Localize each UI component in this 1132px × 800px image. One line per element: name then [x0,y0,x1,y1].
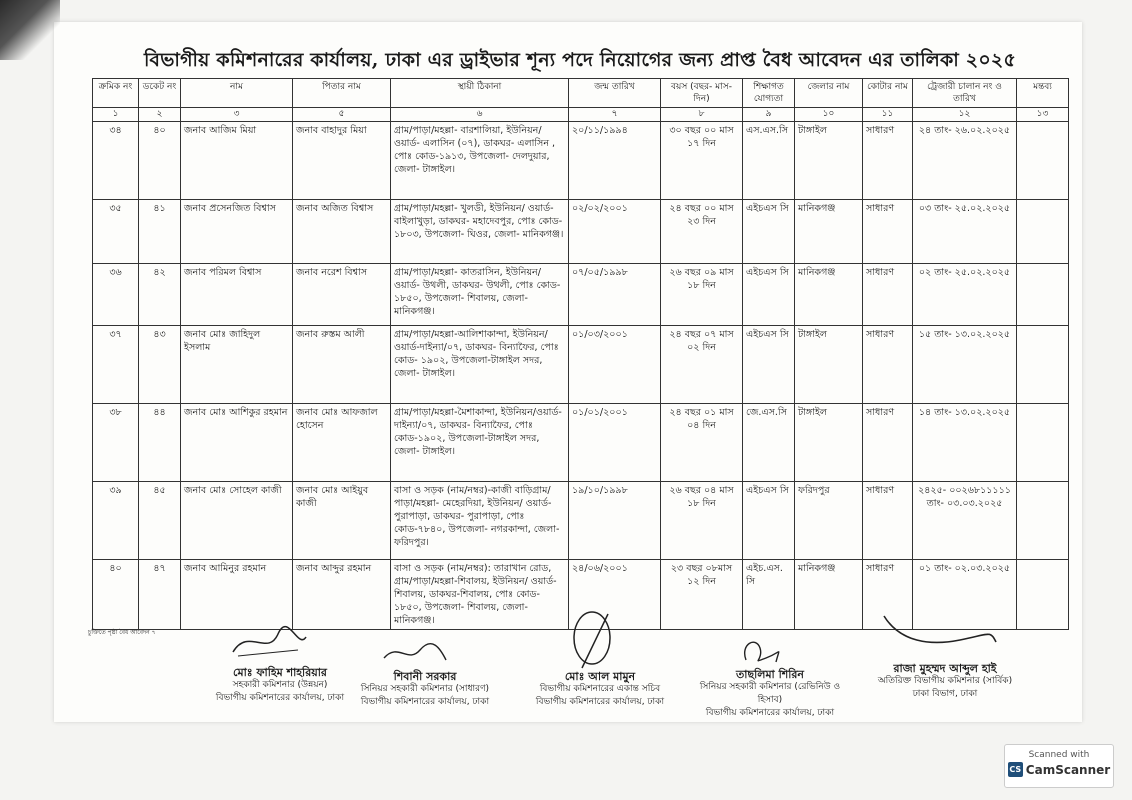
footnote: চুক্তিতে পৃষ্ঠা বৈধ আবেদন ৭ [88,629,156,636]
cell-name: জনাব মোঃ আশিকুর রহমান [181,404,293,482]
column-number-row [93,108,1069,122]
cell-name: জনাব মোঃ সোহেল কাজী [181,482,293,560]
cell-challan: ০২ তাং- ২৫.০২.২০২৫ [913,264,1017,326]
column-number: ৭ [569,108,661,122]
cell-edu: এইচএস সি [743,326,795,404]
cell-address: গ্রাম/পাড়া/মহল্লা- খুলডী, ইউনিয়ন/ ওয়ার্ড- বাইলাখুড়া, ডাকঘর- মহাদেবপুর, পোঃ কোড- ১৮০৩, উপজেলা- ঘিওর, জেলা- মানিকগঞ্জ। [391,200,569,264]
signature-2-mark [380,638,450,668]
signatory-1-office: বিভাগীয় কমিশনারের কার্যালয়, ঢাকা [215,693,345,703]
document-title: বিভাগীয় কমিশনারের কার্যালয়, ঢাকা এর ড্রাইভার শূন্য পদে নিয়োগের জন্য প্রাপ্ত বৈধ আবেদন এর তালিকা ২০২৫ [144,49,1016,71]
cell-edu: এইচএস সি [743,264,795,326]
cell-challan: ১৪ তাং- ১৩.০২.২০২৫ [913,404,1017,482]
column-number: ১২ [913,108,1017,122]
scanner-caption: Scanned with [1028,750,1090,760]
cell-name: জনাব পরিমল বিশ্বাস [181,264,293,326]
cell-docket: ৪০ [139,122,181,200]
cell-quota: সাধারণ [863,560,913,630]
cell-remarks [1017,326,1069,404]
column-number: ১ [93,108,139,122]
table-row [93,482,1069,560]
cell-father: জনাব বাহাদুর মিয়া [293,122,391,200]
signatory-5-name: রাজা মুহম্মদ আব্দুল হাই [893,662,997,675]
cell-serial: ৩৫ [93,200,139,264]
signatory-1 [200,622,360,712]
column-header: কোটার নাম [863,79,913,108]
cell-address: গ্রাম/পাড়া/মহল্লা- কাতরাসিন, ইউনিয়ন/ ওয়ার্ড- উথলী, ডাকঘর- উথলী, পোঃ কোড- ১৮৫০, উপজেলা- শিবালয়, জেলা- মানিকগঞ্জ। [391,264,569,326]
cell-father: জনাব নরেশ বিশ্বাস [293,264,391,326]
cell-address: গ্রাম/পাড়া/মহল্লা-আলিশাকান্দা, ইউনিয়ন/ওয়ার্ড-দাইন্যা/০৭, ডাকঘর- বিন্যাফৈর, পোঃ কোড- ১৯০২, উপজেলা-টাঙ্গাইল সদর, জেলা- টাঙ্গাইল। [391,326,569,404]
column-header: শিক্ষাগত যোগ্যতা [743,79,795,108]
cell-challan: ১৫ তাং- ১৩.০২.২০২৫ [913,326,1017,404]
cell-name: জনাব প্রসেনজিত বিশ্বাস [181,200,293,264]
cell-remarks [1017,404,1069,482]
cell-serial: ৩৬ [93,264,139,326]
camscanner-logo-icon: CS [1008,762,1023,777]
cell-age: ৩০ বছর ০০ মাস ১৭ দিন [661,122,743,200]
signatory-4 [690,632,850,722]
table-row [93,404,1069,482]
cell-dob: ২০/১১/১৯৯৪ [569,122,661,200]
signatory-2-name: শিবানী সরকার [393,670,457,683]
cell-serial: ৩৭ [93,326,139,404]
cell-quota: সাধারণ [863,122,913,200]
column-header: স্থায়ী ঠিকানা [391,79,569,108]
signatory-2-office: বিভাগীয় কমিশনারের কার্যালয়, ঢাকা [360,697,490,707]
cell-address: বাসা ও সড়ক (নাম/নম্বর)-কাজী বাড়িগ্রাম/ পাড়া/মহল্লা- মেহেরদিয়া, ইউনিয়ন/ ওয়ার্ড-পুরাপাড়া, ডাকঘর- পুরাপাড়া, পোঃ কোড-৭৮৪০, উপজেলা- নগরকান্দা, জেলা- ফরিদপুর। [391,482,569,560]
cell-remarks [1017,264,1069,326]
cell-district: টাঙ্গাইল [795,404,863,482]
cell-name: জনাব আমিনুর রহমান [181,560,293,630]
column-header: ক্রমিক নং [93,79,139,108]
signatory-1-name: মোঃ ফাহিম শাহরিয়ার [233,666,327,679]
cell-remarks [1017,482,1069,560]
signatory-3-office: বিভাগীয় কমিশনারের কার্যালয়, ঢাকা [535,697,665,707]
column-header: জেলার নাম [795,79,863,108]
column-number: ১৩ [1017,108,1069,122]
cell-dob: ০১/০১/২০০১ [569,404,661,482]
cell-challan: ২৪ তাং- ২৬.০২.২০২৫ [913,122,1017,200]
cell-quota: সাধারণ [863,264,913,326]
signatory-3-name: মোঃ আল মামুন [564,670,636,683]
column-number: ৬ [391,108,569,122]
cell-quota: সাধারণ [863,326,913,404]
signatory-4-office: বিভাগীয় কমিশনারের কার্যালয়, ঢাকা [705,708,835,718]
signatory-1-title: সহকারী কমিশনার (উন্নয়ন) [232,680,328,690]
scanner-brand-name: CamScanner [1025,762,1111,777]
cell-name: জনাব মোঃ জাহিদুল ইসলাম [181,326,293,404]
column-header: ডকেট নং [139,79,181,108]
column-number: ২ [139,108,181,122]
cell-address: গ্রাম/পাড়া/মহল্লা- বারশালিয়া, ইউনিয়ন/ ওয়ার্ড- এলাসিন (০৭), ডাকঘর- এলাসিন , পোঃ কোড-১৯১৩, উপজেলা- দেলদুয়ার, জেলা- টাঙ্গাইল। [391,122,569,200]
cell-docket: ৪২ [139,264,181,326]
signatory-4-name: তাছলিমা শিরিন [736,668,804,681]
signature-3-mark [562,608,632,678]
camscanner-watermark [1004,744,1114,788]
signature-1-mark [228,622,308,662]
signatory-3-title: বিভাগীয় কমিশনারের একান্ত সচিব [539,684,661,694]
signatory-3 [520,608,680,718]
signatory-5-title: অতিরিক্ত বিভাগীয় কমিশনার (সার্বিক) [877,676,1013,686]
column-number: ১০ [795,108,863,122]
signatory-2 [350,632,500,722]
signatory-5 [860,612,1030,712]
cell-age: ২৪ বছর ০০ মাস ২৩ দিন [661,200,743,264]
column-number: ৩ [181,108,293,122]
cell-quota: সাধারণ [863,482,913,560]
cell-age: ২৬ বছর ০৪ মাস ১৮ দিন [661,482,743,560]
cell-serial: ৩৮ [93,404,139,482]
table-row [93,264,1069,326]
cell-dob: ০৭/০৫/১৯৯৮ [569,264,661,326]
signature-5-mark [880,612,1000,652]
cell-district: টাঙ্গাইল [795,122,863,200]
cell-quota: সাধারণ [863,200,913,264]
column-header: মন্তব্য [1017,79,1069,108]
cell-remarks [1017,200,1069,264]
cell-father: জনাব মোঃ আফজাল হোসেন [293,404,391,482]
cell-address: গ্রাম/পাড়া/মহল্লা-মৈশাকান্দা, ইউনিয়ন/ওয়ার্ড-দাইন্যা/০৭, ডাকঘর- বিন্যাফৈর, পোঃ কোড-১৯০২, উপজেলা-টাঙ্গাইল সদর, জেলা- টাঙ্গাইল। [391,404,569,482]
cell-docket: ৪৪ [139,404,181,482]
signatory-5-office: ঢাকা বিভাগ, ঢাকা [912,689,978,699]
scanner-brand [1005,762,1113,777]
cell-dob: ০১/০৩/২০০১ [569,326,661,404]
cell-docket: ৪৩ [139,326,181,404]
cell-dob: ১৯/১০/১৯৯৮ [569,482,661,560]
cell-district: মানিকগঞ্জ [795,560,863,630]
table-header-row [93,79,1069,108]
cell-challan: ০১ তাং- ০২.০৩.২০২৫ [913,560,1017,630]
cell-challan: ২৪২৫- ০০২৬৮১১১১১ তাং- ০৩.০৩.২০২৫ [913,482,1017,560]
cell-district: মানিকগঞ্জ [795,264,863,326]
cell-age: ২৪ বছর ০৭ মাস ০২ দিন [661,326,743,404]
cell-edu: এস.এস.সি [743,122,795,200]
cell-father: জনাব মোঃ আইয়ুব কাজী [293,482,391,560]
cell-serial: ৩৪ [93,122,139,200]
cell-serial: ৩৯ [93,482,139,560]
cell-district: ফরিদপুর [795,482,863,560]
cell-edu: এইচ.এস. সি [743,560,795,630]
cell-district: মানিকগঞ্জ [795,200,863,264]
column-number: ৯ [743,108,795,122]
scan-shadow [0,0,60,60]
cell-district: টাঙ্গাইল [795,326,863,404]
cell-remarks [1017,122,1069,200]
column-header: জন্ম তারিখ [569,79,661,108]
cell-docket: ৪৫ [139,482,181,560]
cell-dob: ২৪/০৬/২০০১ [569,560,661,630]
cell-father: জনাব আব্দুর রহমান [293,560,391,630]
cell-edu: এইচএস সি [743,482,795,560]
column-number: ১১ [863,108,913,122]
cell-edu: এইচএস সি [743,200,795,264]
table-row [93,122,1069,200]
cell-challan: ০৩ তাং- ২৫.০২.২০২৫ [913,200,1017,264]
table-row [93,200,1069,264]
column-header: নাম [181,79,293,108]
cell-age: ২৬ বছর ০৯ মাস ১৮ দিন [661,264,743,326]
signature-4-mark [736,634,786,668]
cell-dob: ০২/০২/২০০১ [569,200,661,264]
column-header: বয়স (বছর- মাস- দিন) [661,79,743,108]
cell-address: বাসা ও সড়ক (নাম/নম্বর): তারাখান রোড, গ্রাম/পাড়া/মহল্লা-শিবালয়, ইউনিয়ন/ ওয়ার্ড- শিবালয়, ডাকঘর-শিবালয়, পোঃ কোড- ১৮৫০, উপজেলা- শিবালয়, জেলা-মানিকগঞ্জ। [391,560,569,630]
signatory-2-title: সিনিয়র সহকারী কমিশনার (সাধারণ) [360,684,490,694]
cell-age: ২৪ বছর ০১ মাস ০৪ দিন [661,404,743,482]
cell-edu: জে.এস.সি [743,404,795,482]
cell-father: জনাব রুস্তম আলী [293,326,391,404]
column-header: ট্রেজারী চালান নং ও তারিখ [913,79,1017,108]
cell-name: জনাব আজিম মিয়া [181,122,293,200]
column-header: পিতার নাম [293,79,391,108]
cell-age: ২৩ বছর ০৮মাস ১২ দিন [661,560,743,630]
column-number: ৫ [293,108,391,122]
table-row [93,326,1069,404]
cell-docket: ৪১ [139,200,181,264]
applicants-table [92,78,1069,630]
cell-quota: সাধারণ [863,404,913,482]
cell-docket: ৪৭ [139,560,181,630]
cell-serial: ৪০ [93,560,139,630]
signatory-4-title: সিনিয়র সহকারী কমিশনার (রেভিনিউ ও হিসাব) [699,682,841,705]
column-number: ৮ [661,108,743,122]
cell-father: জনাব অজিত বিশ্বাস [293,200,391,264]
